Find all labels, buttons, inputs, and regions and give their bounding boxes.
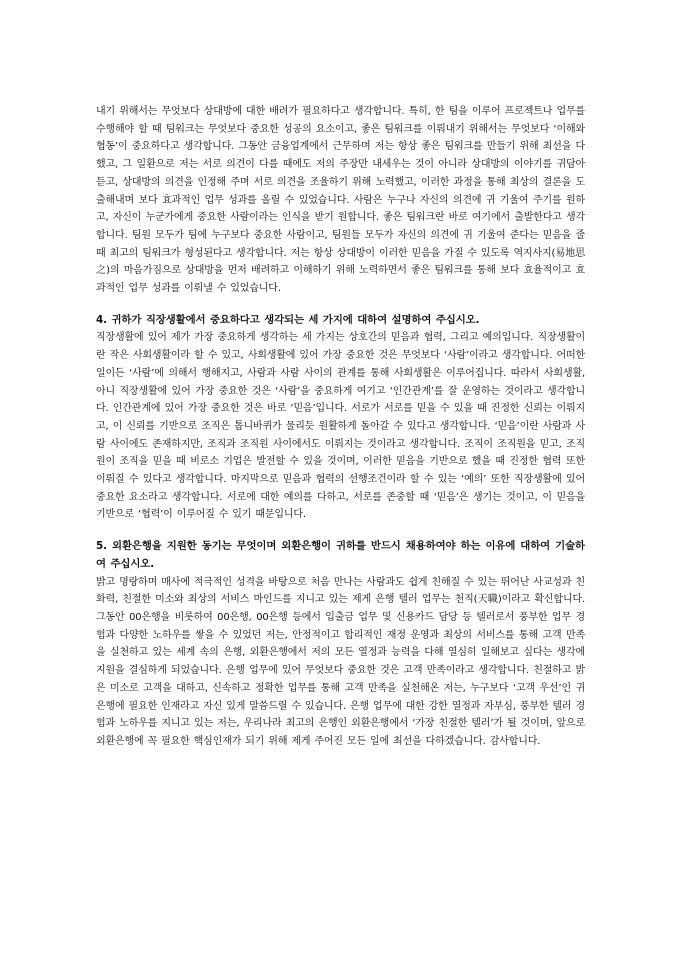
section-5-body: 밝고 명랑하며 매사에 적극적인 성격을 바탕으로 처음 만나는 사람과도 쉽게 친해질 수 있는 뛰어난 사교성과 친화력, 친절한 미소와 최상의 서비스 마인드를 지니고 있는 제게 은행 텔러 업무는 천직(天職)이라고 확신합니다. 그동안 00은행을 비롯하여 00은행, 00은행 등에서 입출금 업무 및 신용카드 담당 등 텔러로서 풍부한 업무 경험과 다양한 노하우를 쌓을 수 있었던 저는, 안정적이고 합리적인 재정 운영과 최상의 서비스를 통해 고객 만족을 실천하고 있는 세계 속의 은행, 외환은행에서 저의 모든 열정과 능력을 다해 열심히 일해보고 싶다는 생각에 지원을 결심하게 되었습니다. 은행 업무에 있어 무엇보다 중요한 것은 고객 만족이라고 생각합니다. 친절하고 밝은 미소로 고객을 대하고, 신속하고 정확한 업무를 통해 고객 만족을 실천해온 저는, 누구보다 ‘고객 우선’인 귀 은행에 필요한 인재라고 자신 있게 말씀드릴 수 있습니다. 은행 업무에 대한 강한 열정과 자부심, 풍부한 텔러 경험과 노하우를 지니고 있는 저는, 우리나라 최고의 은행인 외환은행에서 ‘가장 친절한 텔러’가 될 것이며, 앞으로 외환은행에 꼭 필요한 핵심인재가 되기 위해 제게 주어진 모든 일에 최선을 다하겠습니다. 감사합니다.: [96, 576, 585, 747]
intro-paragraph: 내기 위해서는 무엇보다 상대방에 대한 배려가 필요하다고 생각합니다. 특히, 한 팀을 이루어 프로젝트나 업무를 수행해야 할 때 팀워크는 무엇보다 중요한 성공의 요소이고, 좋은 팀워크를 이뤄내기 위해서는 무엇보다 ‘이해와 협동’이 중요하다고 생각합니다. 그동안 금융업계에서 근무하며 저는 항상 좋은 팀워크를 만들기 위해 최선을 다했고, 그 일환으로 저는 서로 의견이 다를 때에도 저의 주장만 내세우는 것이 아니라 상대방의 이야기를 귀담아 듣고, 상대방의 의견을 인정해 주며 서로 의견을 조율하기 위해 노력했고, 이러한 과정을 통해 최상의 결론을 도출해내며 보다 효과적인 업무 성과를 올릴 수 있었습니다. 사람은 누구나 자신의 의견에 귀 기울여 주기를 원하고, 자신이 누군가에게 중요한 사람이라는 인식을 받기 원합니다. 좋은 팀워크란 바로 여기에서 출발한다고 생각합니다. 팀원 모두가 팀에 누구보다 중요한 사람이고, 팀원들 모두가 자신의 의견에 귀 기울여 준다는 믿음을 줄 때 최고의 팀워크가 형성된다고 생각합니다. 저는 항상 상대방이 이러한 믿음을 가질 수 있도록 역지사지(易地思之)의 마음가짐으로 상대방을 먼저 배려하고 이해하기 위해 노력하면서 좋은 팀워크를 통해 보다 효율적이고 효과적인 업무 성과를 이뤄낼 수 있었습니다.: [96, 106, 585, 295]
section-4-heading: 4. 귀하가 직장생활에서 중요하다고 생각되는 세 가지에 대하여 설명하여 주십시오.: [96, 313, 480, 326]
section-5-heading: 5. 외환은행을 지원한 동기는 무엇이며 외환은행이 귀하를 반드시 채용하여야 하는 이유에 대하여 기술하여 주십시오.: [96, 540, 585, 570]
document-page: [96, 103, 585, 751]
section-4-body: 직장생활에 있어 제가 가장 중요하게 생각하는 세 가지는 상호간의 믿음과 협력, 그리고 예의입니다. 직장생활이란 작은 사회생활이라 할 수 있고, 사회생활에 있어 가장 중요한 것은 무엇보다 ‘사람’이라고 생각합니다. 어떠한 일이든 ‘사람’에 의해서 행해지고, 사람과 사람 사이의 관계를 통해 사회생활은 이루어집니다. 따라서 사회생활, 아니 직장생활에 있어 가장 중요한 것은 ‘사람’을 중요하게 여기고 ‘인간관계’를 잘 운영하는 것이라고 생각합니다. 인간관계에 있어 가장 중요한 것은 바로 ‘믿음’입니다. 서로가 서로를 믿을 수 있을 때 진정한 신뢰는 이뤄지고, 이 신뢰를 기반으로 조직은 톱니바퀴가 물리듯 원활하게 돌아갈 수 있다고 생각합니다. ‘믿음’이란 사람과 사람 사이에도 존재하지만, 조직과 조직원 사이에서도 이뤄지는 것이라고 생각합니다. 조직이 조직원을 믿고, 조직원이 조직을 믿을 때 비로소 기업은 발전할 수 있을 것이며, 이러한 믿음을 기반으로 했을 때 진정한 협력 또한 이뤄질 수 있다고 생각합니다. 마지막으로 믿음과 협력의 선행조건이라 할 수 있는 ‘예의’ 또한 직장생활에 있어 중요한 요소라고 생각합니다. 서로에 대한 예의를 다하고, 서로를 존중할 때 ‘믿음’은 생기는 것이고, 이 믿음을 기반으로 ‘협력’이 이루어질 수 있기 때문입니다.: [96, 332, 585, 521]
